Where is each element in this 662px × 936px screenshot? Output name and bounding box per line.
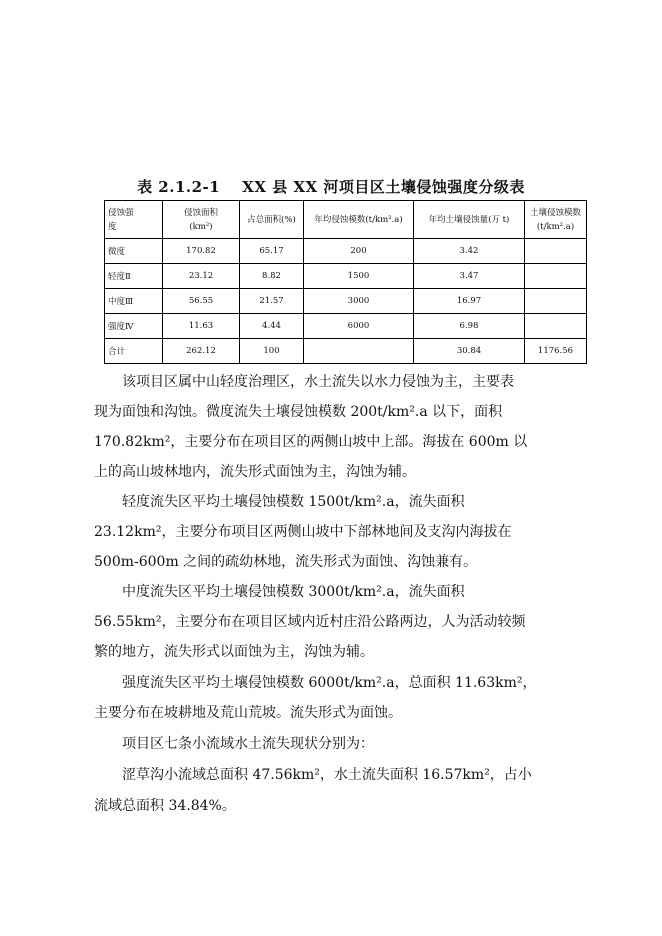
table-cell: 16.97 [414,289,525,314]
table-cell: 262.12 [163,339,240,364]
text-line: 项目区七条小流域水土流失现状分别为： [122,736,374,752]
table-cell [304,339,414,364]
table-cell: 1500 [304,264,414,289]
table-cell: 6.98 [414,314,525,339]
text-line: 涩草沟小流域总面积 47.56km²，水土流失面积 16.57km²，占小 [122,767,532,783]
header-cell: 年均土壤侵蚀量(万 t) [414,201,525,239]
table-cell: 100 [240,339,304,364]
text-line: 500m-600m 之间的疏幼林地，流失形式为面蚀、沟蚀兼有。 [94,554,478,570]
table-cell: 6000 [304,314,414,339]
header-cell: 侵蚀强 度 [105,201,163,239]
table-cell: 合计 [105,339,163,364]
table-cell: 3000 [304,289,414,314]
table-cell: 1176.56 [525,339,587,364]
table-cell: 21.57 [240,289,304,314]
text-line: 繁的地方，流失形式以面蚀为主，沟蚀为辅。 [94,644,374,660]
table-cell: 微度 [105,239,163,264]
table-cell: 200 [304,239,414,264]
table-cell [525,264,587,289]
text-line: 中度流失区平均土壤侵蚀模数 3000t/km².a，流失面积 [122,584,465,600]
table-cell [525,289,587,314]
table-cell: 170.82 [163,239,240,264]
header-cell: 占总面积(%) [240,201,304,239]
header-cell: 侵蚀面积 (km²) [163,201,240,239]
text-line: 强度流失区平均土壤侵蚀模数 6000t/km².a，总面积 11.63km²， [122,675,537,691]
text-line: 流域总面积 34.84%。 [94,798,236,814]
table-cell: 轻度Ⅱ [105,264,163,289]
text-line: 23.12km²，主要分布项目区两侧山坡中下部林地间及支沟内海拔在 [94,524,512,540]
table-cell: 强度Ⅳ [105,314,163,339]
header-cell: 年均侵蚀模数(t/km².a) [304,201,414,239]
table-cell: 23.12 [163,264,240,289]
table-cell: 56.55 [163,289,240,314]
header-cell: 土壤侵蚀模数 (t/km².a) [525,201,587,239]
text-line: 轻度流失区平均土壤侵蚀模数 1500t/km².a，流失面积 [122,494,465,510]
table-cell [525,239,587,264]
table-title [0,176,662,197]
table-row [105,289,587,314]
table-cell: 3.42 [414,239,525,264]
text-line: 56.55km²，主要分布在项目区域内近村庄沿公路两边，人为活动较频 [94,614,526,630]
table-cell: 中度Ⅲ [105,289,163,314]
table-cell: 65.17 [240,239,304,264]
erosion-grade-table [104,200,587,364]
table-cell: 11.63 [163,314,240,339]
table-row [105,314,587,339]
table-cell: 3.47 [414,264,525,289]
text-line: 主要分布在坡耕地及荒山荒坡。流失形式为面蚀。 [94,705,402,721]
table-cell [525,314,587,339]
table-cell: 8.82 [240,264,304,289]
text-line: 现为面蚀和沟蚀。微度流失土壤侵蚀模数 200t/km².a 以下，面积 [94,404,503,420]
table-cell: 4.44 [240,314,304,339]
table-number: 表 2.1.2-1 [137,178,221,196]
table-cell: 30.84 [414,339,525,364]
text-line: 该项目区属中山轻度治理区，水土流失以水力侵蚀为主，主要表 [122,374,514,390]
text-line: 170.82km²，主要分布在项目区的两侧山坡中上部。海拔在 600m 以 [94,434,528,450]
table-row [105,264,587,289]
table-header-row [105,201,587,239]
text-line: 上的高山坡林地内，流失形式面蚀为主，沟蚀为辅。 [94,464,416,480]
table-row [105,239,587,264]
table-caption: XX 县 XX 河项目区土壤侵蚀强度分级表 [242,178,525,196]
table-total-row [105,339,587,364]
